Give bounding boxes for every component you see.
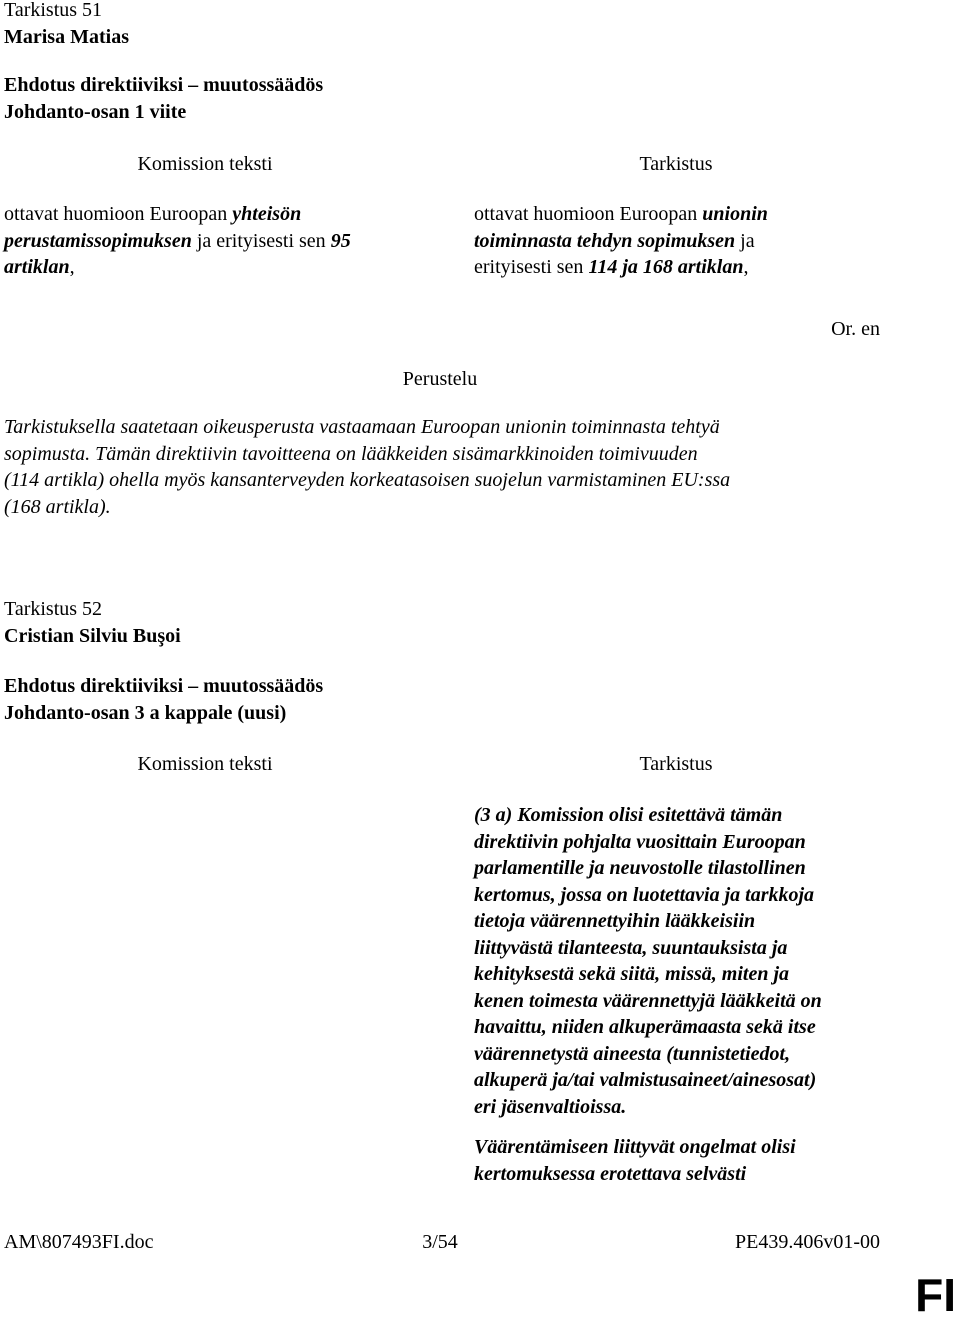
text-run: ottavat huomioon Euroopan	[4, 203, 233, 225]
footer-page-number: 3/54	[422, 1231, 458, 1253]
text-line	[4, 254, 351, 281]
amendment-52-reference	[4, 673, 323, 726]
column-header-amendment: Tarkistus	[639, 753, 713, 775]
text-line: havaittu, niiden alkuperämaasta sekä itse	[474, 1016, 816, 1038]
changed-text: unionin	[702, 203, 768, 225]
text-location: Johdanto-osan 1 viite	[4, 100, 187, 123]
proposal-title: Ehdotus direktiiviksi – muutossäädös	[4, 74, 324, 96]
text-line: eri jäsenvaltioissa.	[474, 1095, 627, 1118]
changed-text: artiklan	[4, 256, 70, 278]
changed-text: perustamissopimuksen	[4, 229, 192, 252]
amendment-text-52-continued	[474, 1134, 796, 1187]
justification-line: (114 artikla) ohella myös kansanterveyden korkeatasoisen suojelun varmistaminen EU:ssa	[4, 469, 731, 491]
text-run: ,	[69, 256, 75, 278]
amendment-text-52	[474, 802, 822, 1120]
justification-line: sopimusta. Tämän direktiivin tavoitteena on lääkkeiden sisämarkkinoiden toimivuuden	[4, 442, 698, 465]
text-run: ottavat huomioon Euroopan	[474, 203, 703, 225]
text-line: liittyvästä tilanteesta, suuntauksista ja	[474, 936, 788, 959]
text-line: kertomus, jossa on luotettavia ja tarkkoja	[474, 883, 815, 906]
text-line: tietoja väärennettyihin lääkkeisiin	[474, 910, 756, 932]
text-line: kehityksestä sekä siitä, missä, miten ja	[474, 963, 790, 985]
changed-text: yhteisön	[232, 203, 302, 225]
text-line	[4, 228, 351, 255]
amendment-51-reference	[4, 72, 323, 125]
column-header-amendment: Tarkistus	[639, 153, 713, 175]
footer-language-code: FI	[915, 1269, 956, 1321]
changed-text: 95	[330, 229, 351, 252]
amendment-text-51	[474, 201, 768, 281]
footer-doc-reference: AM\807493FI.doc	[4, 1231, 154, 1253]
text-line	[4, 201, 351, 228]
text-run: ja erityisesti sen	[191, 229, 331, 252]
text-line: Väärentämiseen liittyvät ongelmat olisi	[474, 1136, 796, 1158]
text-line: väärennetystä aineesta (tunnistetiedot,	[474, 1042, 791, 1065]
amendment-number: Tarkistus 51	[4, 0, 103, 21]
commission-text-51	[4, 201, 351, 281]
text-line: kenen toimesta väärennettyjä lääkkeitä on	[474, 989, 822, 1012]
text-line: alkuperä ja/tai valmistusaineet/ainesosat)	[474, 1069, 817, 1091]
amendment-author: Cristian Silviu Buşoi	[4, 624, 181, 647]
column-header-commission-text: Komission teksti	[137, 753, 273, 775]
amendment-51-heading	[4, 0, 129, 50]
justification-header: Perustelu	[402, 368, 478, 390]
text-line: parlamentille ja neuvostolle tilastollinen	[474, 857, 806, 879]
text-run: ja	[735, 229, 755, 252]
text-line: (3 a) Komission olisi esitettävä tämän	[474, 804, 783, 826]
text-line: direktiivin pohjalta vuosittain Euroopan	[474, 830, 806, 853]
amendment-52-heading	[4, 596, 181, 649]
text-line: kertomuksessa erotettava selvästi	[474, 1162, 747, 1185]
justification-line: (168 artikla).	[4, 495, 111, 518]
column-header-commission-text: Komission teksti	[137, 153, 273, 175]
justification-line: Tarkistuksella saatetaan oikeusperusta vastaamaan Euroopan unionin toiminnasta tehtyä	[4, 416, 720, 438]
text-run: ,	[743, 256, 749, 278]
text-location: Johdanto-osan 3 a kappale (uusi)	[4, 701, 287, 724]
changed-text: 114 ja 168 artiklan	[588, 256, 744, 278]
changed-text: toiminnasta tehdyn sopimuksen	[474, 229, 736, 252]
amendment-number: Tarkistus 52	[4, 598, 103, 620]
text-line	[474, 228, 768, 255]
text-run: erityisesti sen	[474, 256, 589, 278]
original-language: Or. en	[831, 318, 880, 340]
proposal-title: Ehdotus direktiiviksi – muutossäädös	[4, 675, 324, 697]
text-line	[474, 254, 768, 281]
amendment-author: Marisa Matias	[4, 25, 129, 48]
footer-pe-reference: PE439.406v01-00	[735, 1231, 880, 1253]
text-line	[474, 201, 768, 228]
justification-text	[4, 414, 730, 520]
